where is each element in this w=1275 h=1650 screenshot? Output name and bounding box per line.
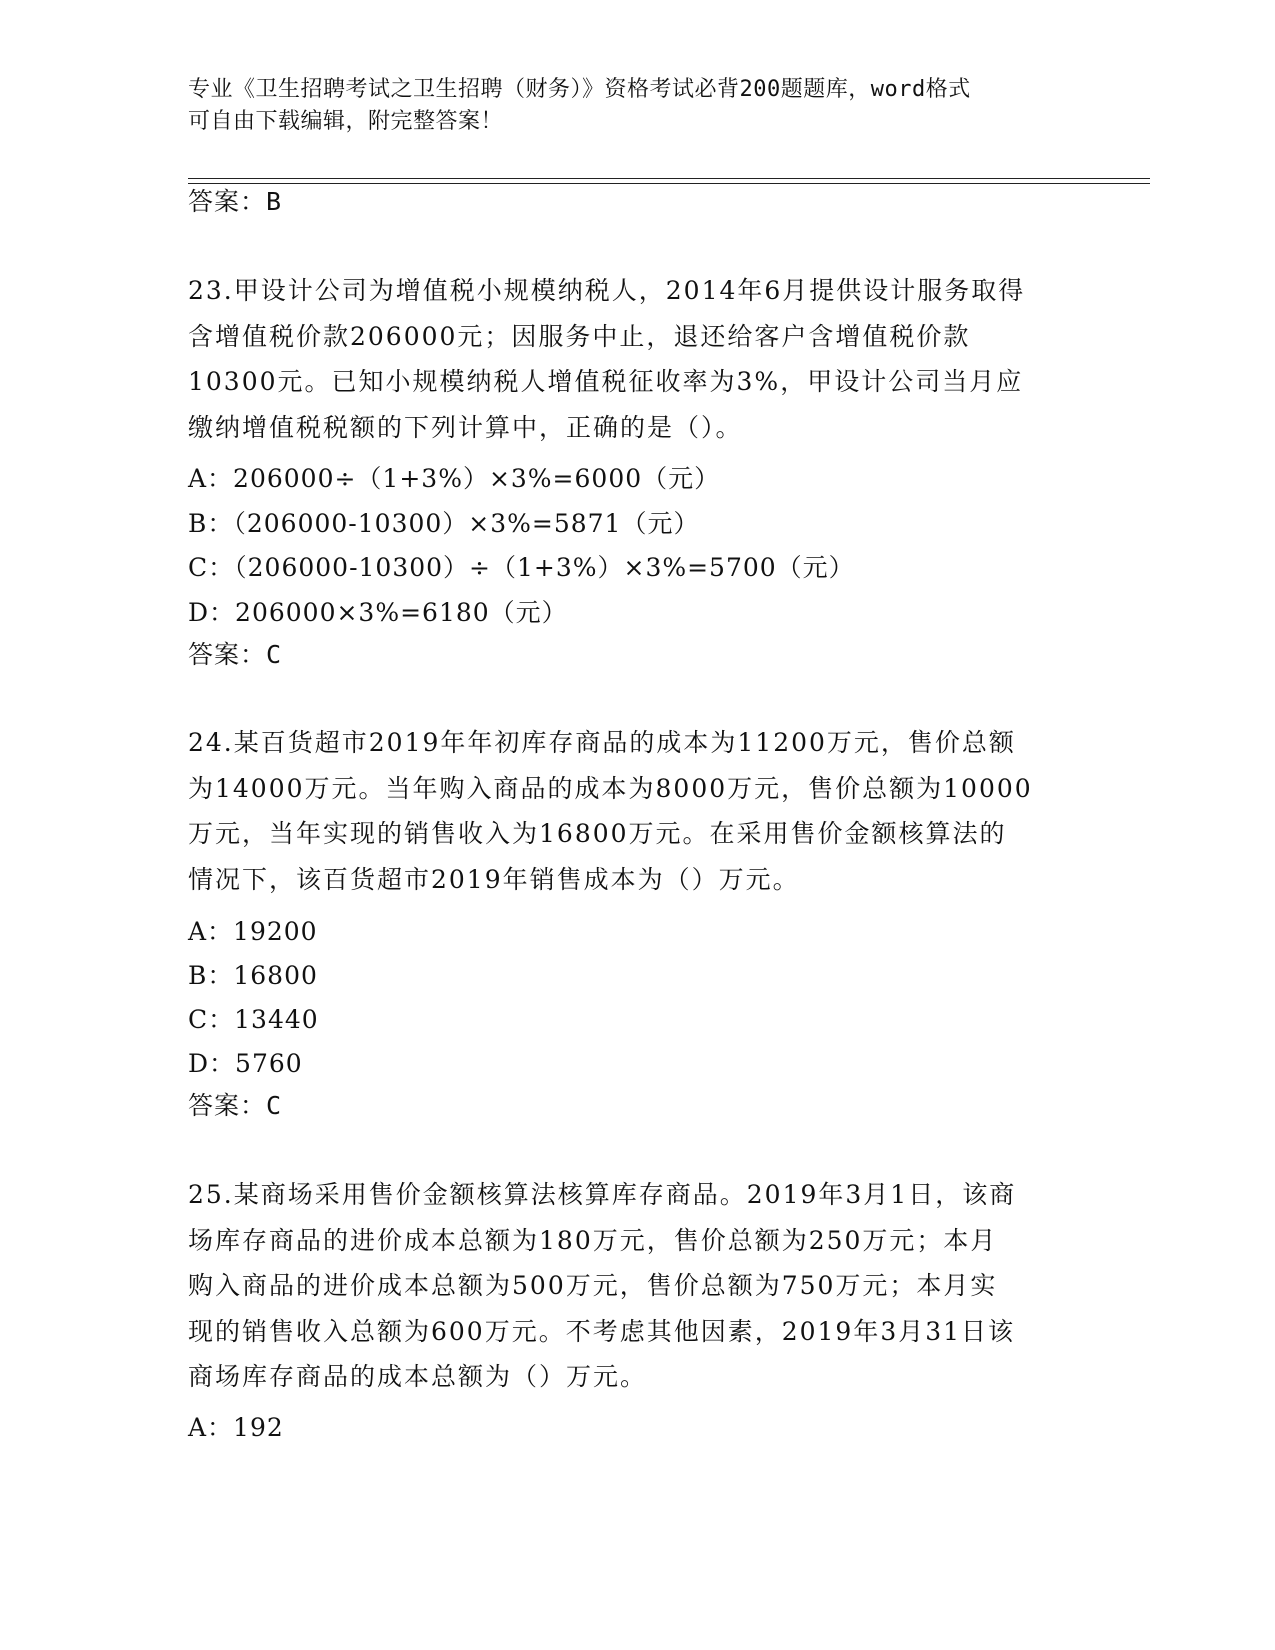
question-24-text — [188, 720, 1088, 902]
question-line: 场库存商品的进价成本总额为180万元，售价总额为250万元；本月 — [188, 1225, 998, 1255]
question-24-answer: 答案：C — [188, 1091, 283, 1120]
question-24-option-d: D：5760 — [188, 1049, 303, 1078]
question-line: 为14000万元。当年购入商品的成本为8000万元，售价总额为10000 — [188, 773, 1033, 803]
header-line-2: 可自由下载编辑，附完整答案！ — [188, 109, 504, 134]
question-line: 缴纳增值税税额的下列计算中，正确的是（）。 — [188, 412, 743, 442]
question-23-text — [188, 268, 1088, 450]
question-line: 情况下，该百货超市2019年销售成本为（）万元。 — [188, 864, 800, 894]
header-divider-top — [188, 178, 1150, 179]
question-line: 万元，当年实现的销售收入为16800万元。在采用售价金额核算法的 — [188, 819, 1007, 848]
question-line: 10300元。已知小规模纳税人增值税征收率为3%，甲设计公司当月应 — [188, 367, 1024, 396]
header-line-1: 专业《卫生招聘考试之卫生招聘（财务）》资格考试必背200题题库，word格式 — [188, 77, 971, 102]
question-24-option-a: A：19200 — [188, 917, 318, 946]
question-24-option-c: C：13440 — [188, 1005, 319, 1034]
question-25-text — [188, 1172, 1088, 1400]
question-23-option-d: D：206000×3%=6180（元） — [188, 598, 568, 627]
question-line: 23.甲设计公司为增值税小规模纳税人，2014年6月提供设计服务取得 — [188, 276, 1026, 305]
question-25-option-a: A：192 — [188, 1413, 284, 1442]
question-line: 24.某百货超市2019年年初库存商品的成本为11200万元，售价总额 — [188, 728, 1016, 757]
question-line: 含增值税价款206000元；因服务中止，退还给客户含增值税价款 — [188, 321, 971, 351]
question-24-option-b: B：16800 — [188, 961, 318, 990]
question-23-answer: 答案：C — [188, 640, 283, 669]
header-divider-bottom — [188, 183, 1150, 184]
question-line: 商场库存商品的成本总额为（）万元。 — [188, 1362, 648, 1391]
question-line: 25.某商场采用售价金额核算法核算库存商品。2019年3月1日，该商 — [188, 1180, 1017, 1209]
page-header — [188, 74, 1068, 138]
previous-answer: 答案：B — [188, 187, 283, 216]
question-23-option-c: C：（206000-10300）÷（1+3%）×3%=5700（元） — [188, 553, 855, 582]
question-23-option-b: B：（206000-10300）×3%=5871（元） — [188, 509, 700, 538]
question-23-option-a: A：206000÷（1+3%）×3%=6000（元） — [188, 464, 721, 493]
question-line: 现的销售收入总额为600万元。不考虑其他因素，2019年3月31日该 — [188, 1316, 1016, 1346]
question-line: 购入商品的进价成本总额为500万元，售价总额为750万元；本月实 — [188, 1271, 998, 1300]
